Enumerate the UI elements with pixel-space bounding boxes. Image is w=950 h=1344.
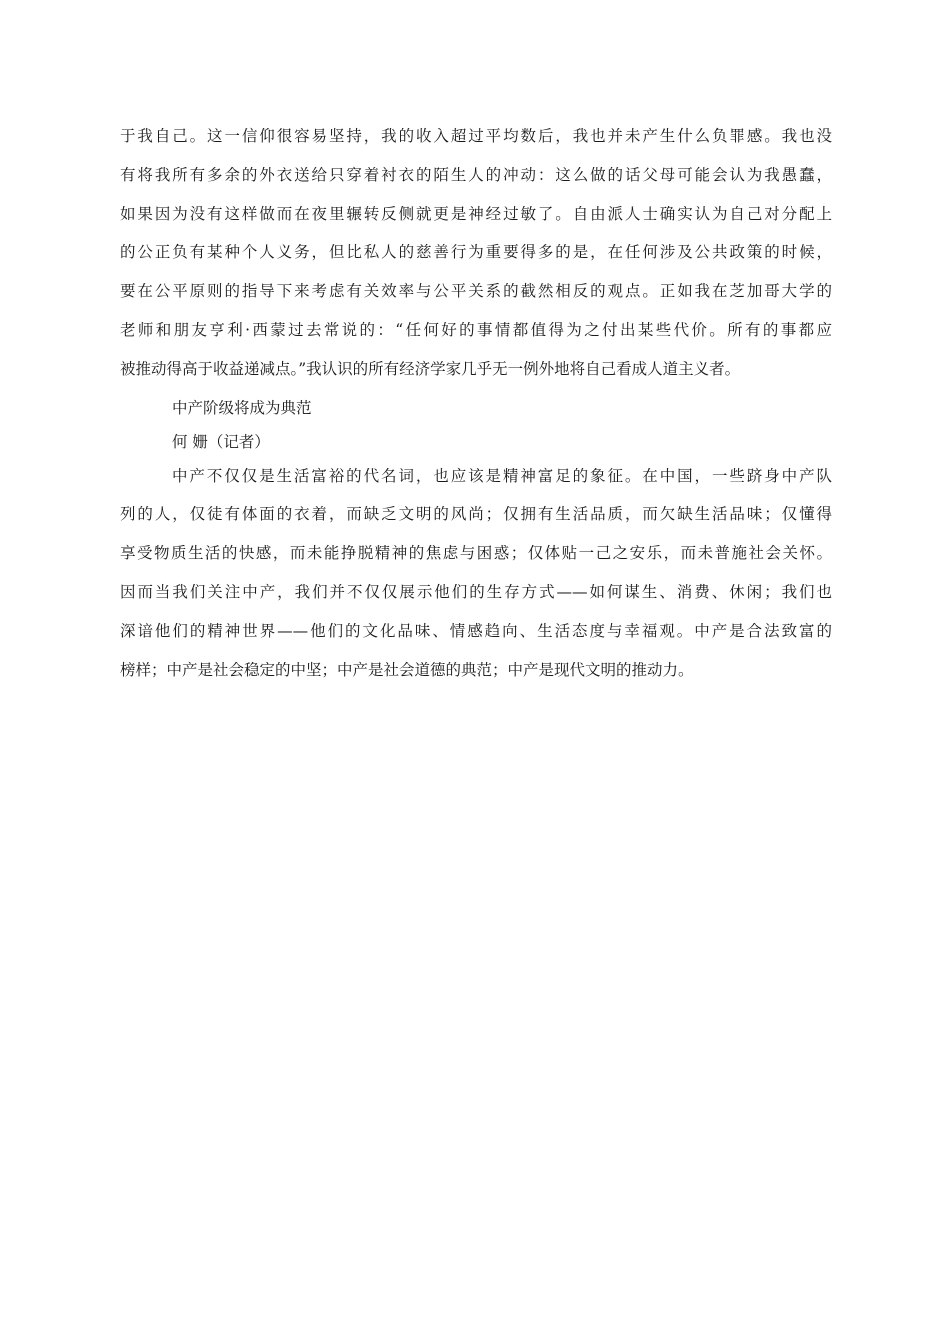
document-body <box>120 122 832 694</box>
paragraph-continued <box>120 122 832 394</box>
text-line: 于我自己。这一信仰很容易坚持，我的收入超过平均数后，我也并未产生什么负罪感。我也没 <box>120 127 832 145</box>
text-line: 如果因为没有这样做而在夜里辗转反侧就更是神经过敏了。自由派人士确实认为自己对分配上 <box>120 204 832 223</box>
article-paragraph <box>120 462 832 695</box>
text-line: 享受物质生活的快感，而未能挣脱精神的焦虑与困惑；仅体贴一己之安乐，而未普施社会关怀。 <box>120 544 832 563</box>
article-byline: 何 姗（记者） <box>172 432 270 451</box>
text-line: 中产不仅仅是生活富裕的代名词，也应该是精神富足的象征。在中国，一些跻身中产队 <box>172 466 832 485</box>
text-line: 深谙他们的精神世界——他们的文化品味、情感趋向、生活态度与幸福观。中产是合法致富的 <box>120 621 832 640</box>
text-line: 榜样；中产是社会稳定的中坚；中产是社会道德的典范；中产是现代文明的推动力。 <box>120 660 694 679</box>
text-line: 被推动得高于收益递减点。”我认识的所有经济学家几乎无一例外地将自己看成人道主义者。 <box>120 359 741 378</box>
text-line: 要在公平原则的指导下来考虑有关效率与公平关系的截然相反的观点。正如我在芝加哥大学的 <box>120 282 832 301</box>
article-title: 中产阶级将成为典范 <box>172 398 312 417</box>
text-line: 列的人，仅徒有体面的衣着，而缺乏文明的风尚；仅拥有生活品质，而欠缺生活品味；仅懂得 <box>120 505 832 524</box>
text-line: 老师和朋友亨利·西蒙过去常说的：“任何好的事情都值得为之付出某些代价。所有的事都应 <box>120 320 832 339</box>
text-line: 有将我所有多余的外衣送给只穿着衬衣的陌生人的冲动：这么做的话父母可能会认为我愚蠢， <box>120 165 832 184</box>
text-line: 的公正负有某种个人义务，但比私人的慈善行为重要得多的是，在任何涉及公共政策的时候， <box>120 243 832 262</box>
text-line: 因而当我们关注中产，我们并不仅仅展示他们的生存方式——如何谋生、消费、休闲；我们也 <box>120 582 832 601</box>
